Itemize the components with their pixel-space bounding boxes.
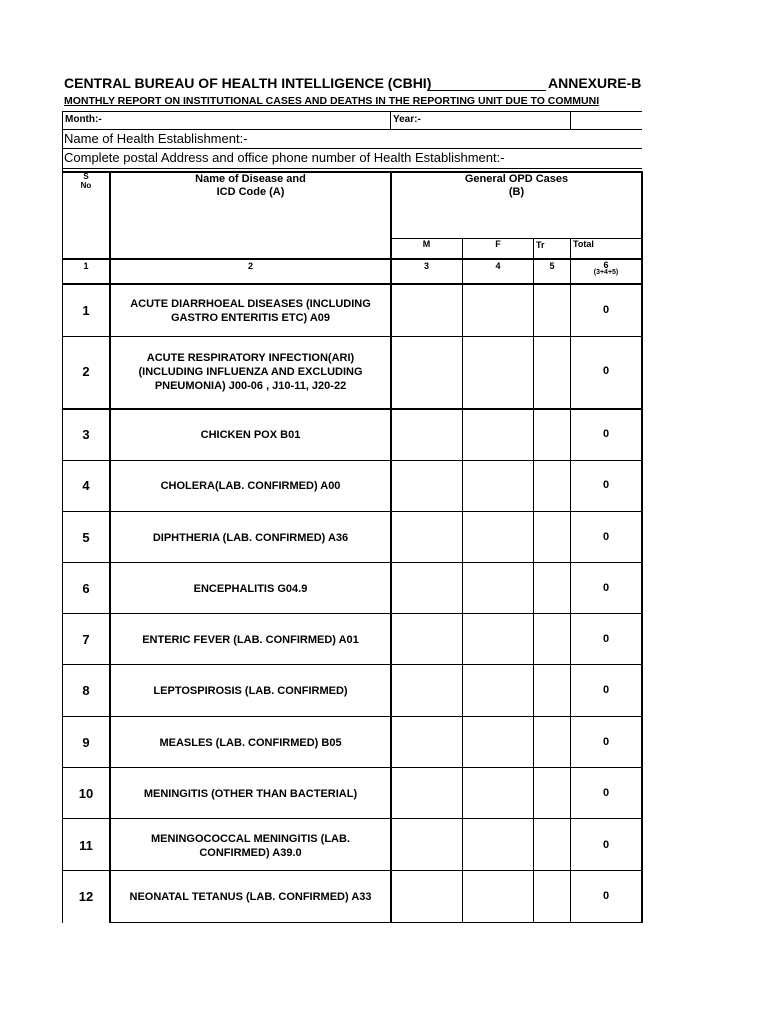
female-count-cell[interactable] (463, 719, 533, 767)
transgender-count-cell[interactable] (534, 337, 570, 408)
form-top-line (62, 111, 642, 112)
female-count-cell[interactable] (463, 411, 533, 460)
disease-name-cell: ACUTE RESPIRATORY INFECTION(ARI) (INCLUDING INFLUENZA AND EXCLUDING PNEUMONIA) J00-06 , J10-11, J20-22 (138, 352, 363, 392)
col-num-5: 5 (549, 261, 555, 271)
col-num-1: 1 (83, 261, 89, 271)
transgender-count-cell[interactable] (534, 565, 570, 613)
transgender-count-cell[interactable] (534, 822, 570, 870)
transgender-count-cell[interactable] (534, 719, 570, 767)
disease-name-cell: NEONATAL TETANUS (LAB. CONFIRMED) A33 (129, 891, 372, 903)
female-count-cell[interactable] (463, 462, 533, 511)
col-num-2: 2 (247, 261, 253, 271)
row-number: 3 (82, 427, 90, 442)
sno-header: S No (80, 172, 92, 190)
female-count-cell[interactable] (463, 514, 533, 562)
report-title: CENTRAL BUREAU OF HEALTH INTELLIGENCE (CBHI) (64, 75, 432, 91)
row-divider (62, 767, 642, 768)
address-field[interactable]: Complete postal Address and office phone number of Health Establishment:- (64, 150, 505, 165)
male-count-cell[interactable] (391, 337, 462, 408)
total-cell: 0 (602, 786, 610, 799)
female-count-cell[interactable] (463, 287, 533, 336)
male-count-cell[interactable] (391, 719, 462, 767)
row-number: 10 (78, 785, 94, 801)
row-divider (109, 922, 642, 923)
total-cell: 0 (602, 530, 610, 543)
form-line-2 (62, 129, 642, 130)
total-cell: 0 (602, 735, 610, 748)
row-number: 7 (82, 631, 90, 647)
col-number-bottom-line (62, 283, 643, 285)
row-divider (62, 716, 642, 717)
male-count-cell[interactable] (391, 667, 462, 716)
row-divider (62, 664, 642, 665)
table-left-border (62, 111, 63, 923)
disease-name-cell: ACUTE DIARRHOEAL DISEASES (INCLUDING GASTRO ENTERITIS ETC) A09 (130, 298, 371, 324)
transgender-count-cell[interactable] (534, 873, 570, 922)
row-number: 2 (82, 364, 90, 379)
transgender-count-cell[interactable] (534, 411, 570, 460)
transgender-count-cell[interactable] (534, 667, 570, 716)
female-count-cell[interactable] (463, 822, 533, 870)
title-underline (428, 90, 546, 91)
male-header: M (422, 239, 431, 249)
transgender-count-cell[interactable] (534, 616, 570, 664)
disease-name-cell: MEASLES (LAB. CONFIRMED) B05 (159, 736, 342, 749)
total-cell: 0 (602, 479, 610, 491)
disease-name-cell: CHICKEN POX B01 (200, 429, 301, 441)
transgender-count-cell[interactable] (534, 770, 570, 818)
transgender-count-cell[interactable] (534, 514, 570, 562)
row-divider (62, 818, 642, 819)
annexure-label: ANNEXURE-B (548, 75, 642, 91)
row-number: 9 (82, 734, 90, 750)
male-count-cell[interactable] (391, 770, 462, 818)
disease-name-cell: ENCEPHALITIS G04.9 (193, 582, 308, 595)
row-divider (62, 613, 642, 614)
female-count-cell[interactable] (463, 565, 533, 613)
row-number: 12 (78, 889, 94, 904)
total-cell: 0 (602, 684, 610, 696)
col-num-4: 4 (495, 261, 501, 271)
month-year-divider (390, 111, 391, 130)
female-count-cell[interactable] (463, 770, 533, 818)
row-divider (62, 511, 642, 512)
year-end-divider (570, 111, 571, 130)
report-subtitle: MONTHLY REPORT ON INSTITUTIONAL CASES AND DEATHS IN THE REPORTING UNIT DUE TO COMMUNI (64, 95, 600, 107)
col-number-top-line (62, 258, 643, 260)
establishment-name-field[interactable]: Name of Health Establishment:- (64, 131, 248, 146)
month-field-label[interactable]: Month:- (65, 114, 102, 125)
disease-name-cell: DIPHTHERIA (LAB. CONFIRMED) A36 (152, 531, 349, 544)
row-number: 4 (82, 478, 90, 493)
total-cell: 0 (602, 428, 610, 440)
year-field-label[interactable]: Year:- (393, 114, 421, 125)
col-num-6: 6 (603, 260, 609, 270)
male-count-cell[interactable] (391, 514, 462, 562)
form-line-3 (62, 148, 642, 149)
male-count-cell[interactable] (391, 873, 462, 922)
row-number: 11 (79, 837, 93, 853)
female-count-cell[interactable] (463, 873, 533, 922)
male-count-cell[interactable] (391, 822, 462, 870)
female-header: F (495, 239, 501, 249)
female-count-cell[interactable] (463, 337, 533, 408)
row-number: 1 (82, 303, 90, 318)
male-count-cell[interactable] (391, 411, 462, 460)
disease-name-cell: CHOLERA(LAB. CONFIRMED) A00 (160, 480, 341, 492)
male-count-cell[interactable] (391, 616, 462, 664)
disease-name-cell: MENINGITIS (OTHER THAN BACTERIAL) (143, 787, 358, 800)
total-cell: 0 (602, 365, 610, 377)
total-cell: 0 (602, 632, 610, 645)
male-count-cell[interactable] (391, 287, 462, 336)
opd-header: General OPD Cases (B) (464, 173, 569, 198)
male-count-cell[interactable] (391, 565, 462, 613)
transgender-count-cell[interactable] (534, 462, 570, 511)
female-count-cell[interactable] (463, 667, 533, 716)
row-number: 6 (82, 580, 90, 596)
col-num-3: 3 (423, 261, 429, 271)
disease-name-cell: ENTERIC FEVER (LAB. CONFIRMED) A01 (142, 633, 359, 646)
total-cell: 0 (602, 838, 610, 851)
transgender-header: Tr (536, 240, 545, 250)
total-cell: 0 (602, 890, 610, 902)
tr-divider (570, 238, 571, 923)
row-divider (62, 562, 642, 563)
transgender-count-cell[interactable] (534, 287, 570, 336)
total-cell: 0 (602, 581, 610, 594)
male-count-cell[interactable] (391, 462, 462, 511)
row-number: 8 (82, 683, 90, 698)
total-cell: 0 (602, 304, 610, 316)
row-divider (62, 870, 642, 871)
disease-header: Name of Disease and ICD Code (A) (195, 173, 306, 198)
female-count-cell[interactable] (463, 616, 533, 664)
total-header: Total (573, 239, 594, 249)
disease-name-cell: LEPTOSPIROSIS (LAB. CONFIRMED) (153, 685, 348, 697)
col-num-6-formula: (3+4+5) (593, 269, 619, 276)
form-line-4 (62, 168, 642, 169)
disease-name-cell: MENINGOCOCCAL MENINGITIS (LAB. CONFIRMED) A39.0 (150, 832, 350, 859)
row-number: 5 (82, 529, 90, 545)
